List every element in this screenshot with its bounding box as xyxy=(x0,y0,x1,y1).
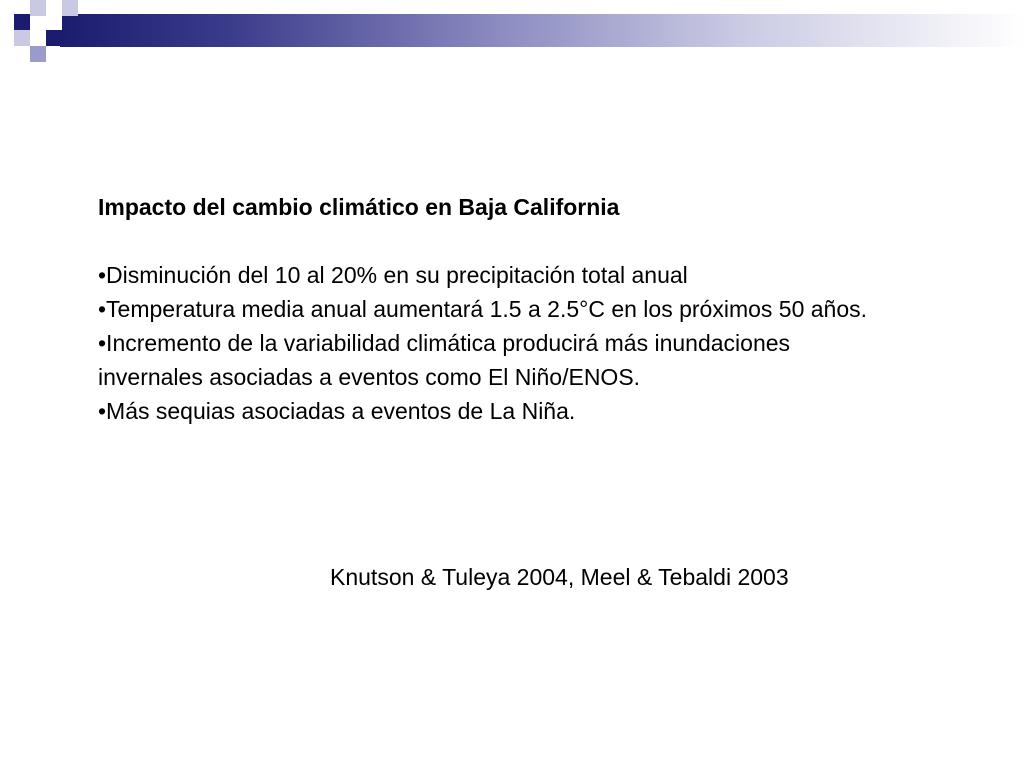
decor-square xyxy=(46,30,62,46)
bullet-item: •Disminución del 10 al 20% en su precipitación total anual xyxy=(98,262,688,288)
decor-square xyxy=(14,30,30,46)
spacer xyxy=(98,224,878,258)
decor-square xyxy=(30,0,46,16)
decor-square xyxy=(46,14,62,30)
slide-title: Impacto del cambio climático en Baja California xyxy=(98,194,620,220)
decor-square xyxy=(62,0,78,16)
decor-square xyxy=(30,46,46,62)
citation: Knutson & Tuleya 2004, Meel & Tebaldi 2003 xyxy=(330,564,789,590)
decor-square xyxy=(14,14,30,30)
bullet-item: •Temperatura media anual aumentará 1.5 a 2.5°C en los próximos 50 años. xyxy=(98,296,868,322)
header-gradient-bar xyxy=(60,14,1024,47)
bullet-item: •Incremento de la variabilidad climática producirá más inundaciones invernales asociadas a eventos como El Niño/ENOS. xyxy=(98,330,791,390)
slide-body xyxy=(98,190,878,428)
bullet-item: •Más sequias asociadas a eventos de La Niña. xyxy=(98,398,576,424)
